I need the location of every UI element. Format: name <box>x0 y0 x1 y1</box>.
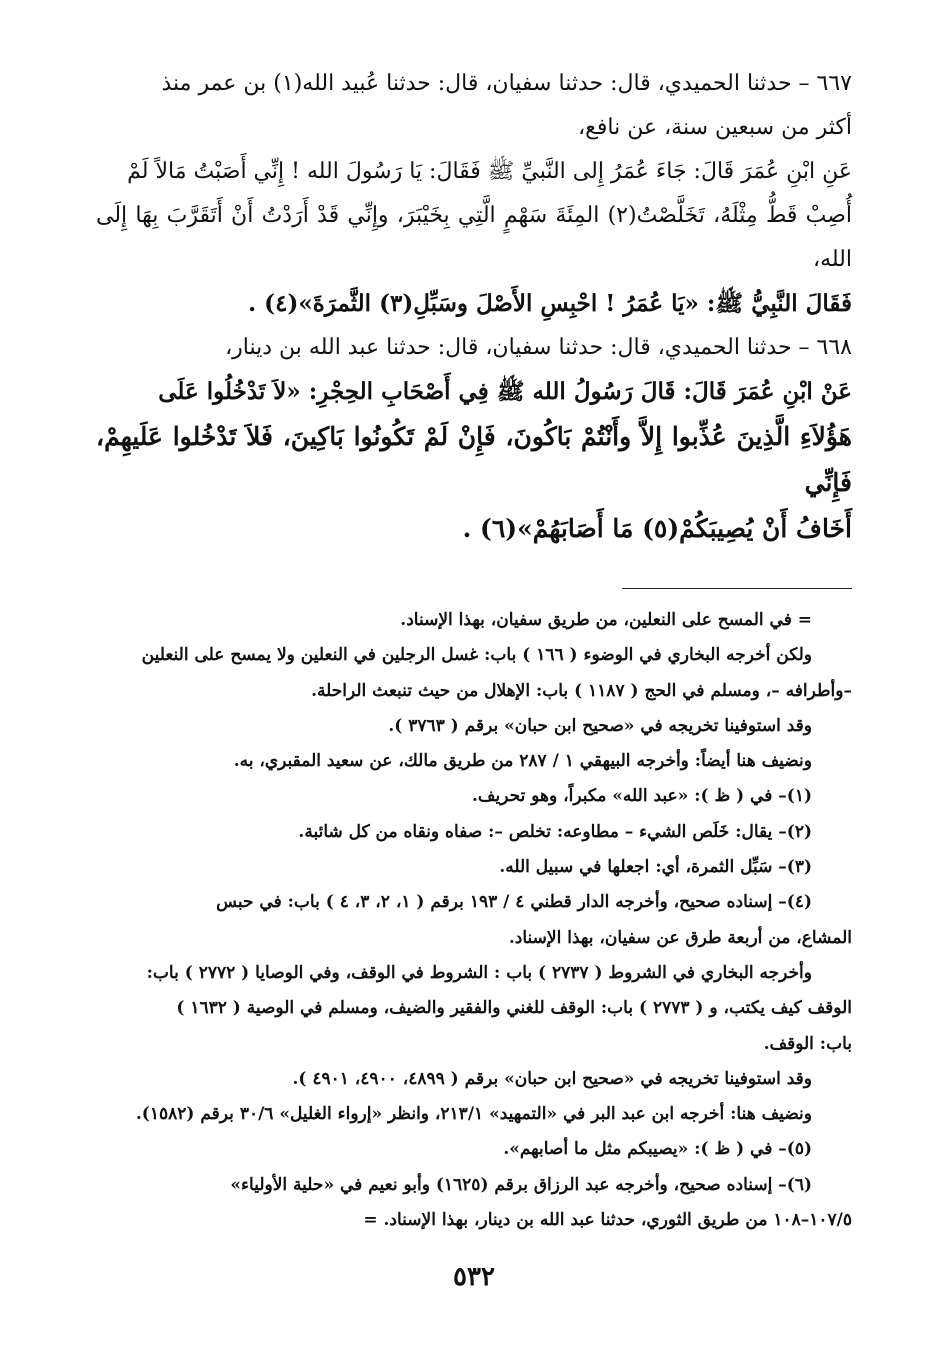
footnote-line: وقد استوفينا تخريجه في «صحيح ابن حبان» برقم ( ٤٨٩٩، ٤٩٠٠، ٤٩٠١ ). <box>292 1068 812 1089</box>
footnote-line: (٥)– في ( ظ ): «يصيبكم مثل ما أصابهم». <box>503 1139 812 1160</box>
page-number: ٥٣٢ <box>453 1262 495 1292</box>
main-line: ٦٦٧ – حدثنا الحميدي، قال: حدثنا سفيان، قال: حدثنا عُبيد الله(١) بن عمر منذ <box>161 71 852 96</box>
footnote-line: (٦)– إسناده صحيح، وأخرجه عبد الرزاق برقم (١٦٢٥) وأبو نعيم في «حلية الأولياء» <box>230 1174 812 1195</box>
footnote-line: –وأطرافه –، ومسلم في الحج ( ١١٨٧ ) باب: الإهلال من حيث تنبعث الراحلة. <box>311 680 852 701</box>
footnote-line: المشاع، من أربعة طرق عن سفيان، بهذا الإسناد. <box>508 927 852 948</box>
main-line: أكثر من سبعين سنة، عن نافع، <box>578 115 852 140</box>
main-line: ٦٦٨ – حدثنا الحميدي، قال: حدثنا سفيان، قال: حدثنا عبد الله بن دينار، <box>225 335 852 360</box>
footnote-line: = في المسح على النعلين، من طريق سفيان، بهذا الإسناد. <box>400 610 812 630</box>
footnote-line: وقد استوفينا تخريجه في «صحيح ابن حبان» برقم ( ٣٧٦٣ ). <box>388 715 812 736</box>
main-line: فَقَالَ النَّبِيُّ ﷺ: «يَا عُمَرُ ! احْبِسِ الأَصْلَ وسَبِّلِ(٣) الثَّمرَةَ»(٤) . <box>248 290 852 317</box>
footnotes <box>96 603 852 1238</box>
footnote-line: (١)– في ( ظ ): «عبد الله» مكبراً، وهو تحريف. <box>472 786 812 807</box>
main-line: أُصِبْ قَطُّ مِثْلَهُ، تَخَلَّصْتُ(٢) المِئَةَ سَهْمٍ الَّتِي بِخَيْبَرَ، وإِنِّي قَدْ أَرَدْتُ أَنْ أَتَقَرَّبَ بِهَا إِلَى الله، <box>96 203 852 272</box>
footnote-line: (٤)– إسناده صحيح، وأخرجه الدار قطني ٤ / ١٩٣ برقم ( ١، ٢، ٣، ٤ ) باب: في حبس <box>216 892 812 913</box>
footnote-line: ولكن أخرجه البخاري في الوضوء ( ١٦٦ ) باب: غسل الرجلين في النعلين ولا يمسح على النعلين <box>141 645 812 666</box>
main-line: هَؤُلاَءِ الَّذِينَ عُذِّبوا إِلاَّ وأَنْتُمْ بَاكُونَ، فَإِنْ لَمْ تَكُونُوا بَاكِينَ، فَلاَ تَدْخُلوا عَلَيهِمْ، فَإِنِّي <box>96 422 852 497</box>
footnote-line: ونضيف هنا: أخرجه ابن عبد البر في «التمهيد» ٢١٣/١، وانظر «إرواء الغليل» ٣٠/٦ برقم (١٥٨٢). <box>135 1104 812 1125</box>
main-line: عَنِ ابْنِ عُمَرَ قَالَ: جَاءَ عُمَرُ إِلى النَّبيِّ ﷺ فَقَالَ: يَا رَسُولَ الله ! إِنِّي أَصَبْتُ مَالاً لَمْ <box>127 159 852 184</box>
footnote-line: باب: الوقف. <box>763 1033 852 1054</box>
footnote-line: (٢)– يقال: خَلَص الشيء – مطاوعه: تخلص –: صفاه ونقاه من كل شائبة. <box>298 821 812 842</box>
main-line: عَنْ ابْنِ عُمَرَ قَالَ: قَالَ رَسُولُ الله ﷺ فِي أَصْحَابِ الحِجْرِ: «لاَ تَدْخُلُوا عَلَى <box>158 378 852 405</box>
footnote-line: الوقف كيف يكتب، و ( ٢٧٧٣ ) باب: الوقف للغني والفقير والضيف، ومسلم في الوصية ( ١٦٣٢ ) <box>176 998 852 1019</box>
hadith-text <box>96 62 852 552</box>
footnote-divider <box>622 588 852 589</box>
footnote-line: وأخرجه البخاري في الشروط ( ٢٧٣٧ ) باب : الشروط في الوقف، وفي الوصايا ( ٢٧٧٢ ) باب: <box>146 962 812 983</box>
footnote-line: ونضيف هنا أيضاً: وأخرجه البيهقي ١ / ٢٨٧ من طريق مالك، عن سعيد المقبري، به. <box>233 751 812 772</box>
footnote-line: (٣)– سَبِّل الثمرة، أي: اجعلها في سبيل الله. <box>499 857 812 878</box>
main-line: أَخَافُ أَنْ يُصِيبَكُمْ(٥) مَا أَصَابَهُمْ»(٦) . <box>462 514 852 543</box>
footnote-line: ١٠٧/٥–١٠٨ من طريق الثوري، حدثنا عبد الله بن دينار، بهذا الإسناد. = <box>363 1210 852 1231</box>
